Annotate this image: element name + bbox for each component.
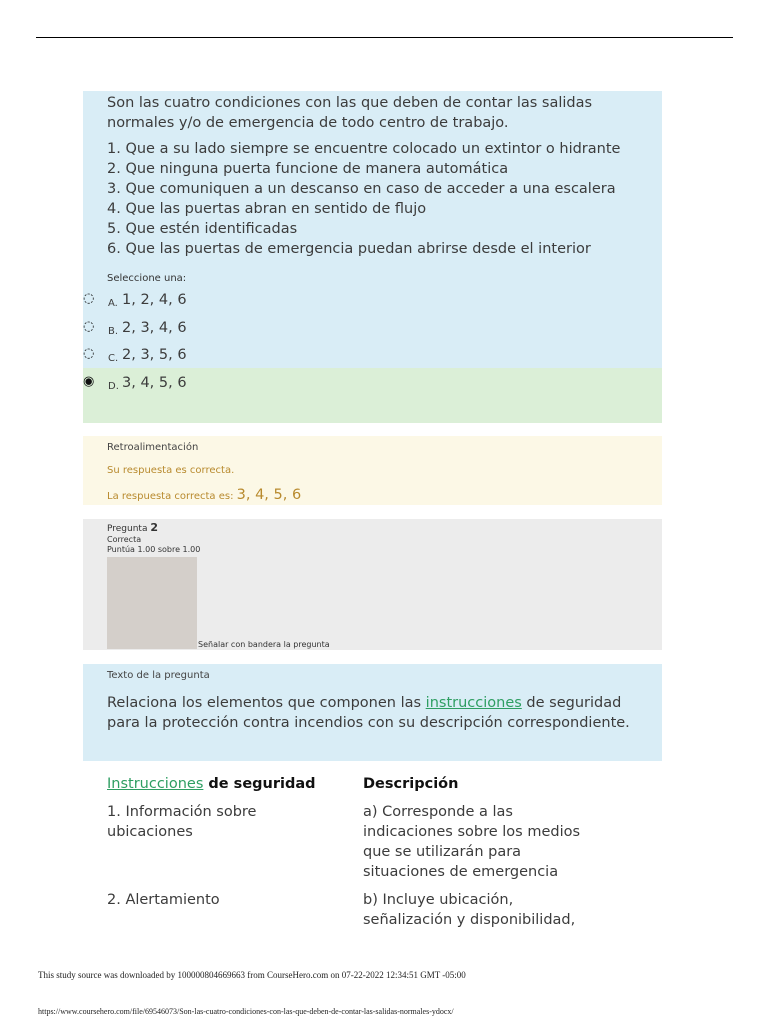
condition-3: 3. Que comuniquen a un descanso en caso de acceder a una escalera xyxy=(107,181,616,197)
option-value: 1, 2, 4, 6 xyxy=(122,292,187,308)
option-letter: A. xyxy=(108,298,118,309)
question-2-state xyxy=(107,535,200,555)
condition-5: 5. Que estén identificadas xyxy=(107,221,298,237)
condition-2: 2. Que ninguna puerta funcione de manera automática xyxy=(107,161,509,177)
source-url[interactable]: https://www.coursehero.com/file/69546073/Son-las-cuatro-condiciones-con-las-que-deben-de-contar-las-salidas-normales-ydocx/ xyxy=(38,1007,454,1016)
condition-1: 1. Que a su lado siempre se encuentre colocado un extintor o hidrante xyxy=(107,141,621,157)
option-c[interactable] xyxy=(83,347,643,373)
question-text-title: Texto de la pregunta xyxy=(107,670,210,681)
table-cell-desc: a) Corresponde a las indicaciones sobre los medios que se utilizarán para situaciones de emergencia xyxy=(363,804,581,880)
flag-image[interactable] xyxy=(107,557,197,649)
option-value: 3, 4, 5, 6 xyxy=(122,375,187,391)
header-instructions-rest: de seguridad xyxy=(203,776,316,792)
download-source-note: This study source was downloaded by 100000804669663 from CourseHero.com on 07-22-2022 12:34:51 GMT -05:00 xyxy=(38,970,466,980)
question-number: 2 xyxy=(150,521,159,534)
option-a[interactable] xyxy=(83,292,643,318)
question-2-number xyxy=(107,521,158,534)
table-header xyxy=(107,774,627,794)
condition-4: 4. Que las puertas abran en sentido de flujo xyxy=(107,201,427,217)
option-letter: C. xyxy=(108,353,119,364)
feedback-title: Retroalimentación xyxy=(107,442,199,453)
question-label: Pregunta xyxy=(107,524,148,534)
question-text-before: Relaciona los elementos que componen las xyxy=(107,695,426,711)
feedback-correct-answer xyxy=(107,487,301,503)
question-1-intro: Son las cuatro condiciones con las que deben de contar las salidas normales y/o de emergencia de todo centro de trabajo. xyxy=(107,95,593,131)
select-one-label: Seleccione una: xyxy=(107,273,187,284)
question-text-after: de seguridad para la protección contra incendios con su descripción correspondiente. xyxy=(107,695,630,731)
flag-question-link[interactable]: Señalar con bandera la pregunta xyxy=(198,640,330,649)
instrucciones-link[interactable]: instrucciones xyxy=(425,695,522,711)
feedback-correct-message: Su respuesta es correcta. xyxy=(107,465,235,476)
question-status: Correcta xyxy=(107,535,142,544)
option-letter: B. xyxy=(108,326,119,337)
radio-unchecked-icon[interactable]: ◌ xyxy=(83,346,95,361)
header-description: Descripción xyxy=(363,776,459,792)
table-row xyxy=(107,890,627,930)
table-row xyxy=(107,802,627,882)
header-instructions xyxy=(107,774,363,794)
top-rule xyxy=(36,37,733,38)
option-d[interactable] xyxy=(83,375,643,401)
question-score: Puntúa 1.00 sobre 1.00 xyxy=(107,545,201,554)
matching-table xyxy=(107,774,627,930)
option-value: 2, 3, 4, 6 xyxy=(122,320,187,336)
question-1-text xyxy=(107,93,657,259)
answer-value: 3, 4, 5, 6 xyxy=(236,487,302,503)
option-b[interactable] xyxy=(83,320,643,346)
option-value: 2, 3, 5, 6 xyxy=(122,347,187,363)
radio-unchecked-icon[interactable]: ◌ xyxy=(83,291,95,306)
question-2-text xyxy=(107,693,657,733)
table-cell-item: 2. Alertamiento xyxy=(107,892,220,908)
condition-6: 6. Que las puertas de emergencia puedan abrirse desde el interior xyxy=(107,241,591,257)
radio-unchecked-icon[interactable]: ◌ xyxy=(83,319,95,334)
header-instructions-link[interactable]: Instrucciones xyxy=(107,776,204,792)
answer-prefix: La respuesta correcta es: xyxy=(107,491,237,502)
option-letter: D. xyxy=(108,381,119,392)
table-cell-item: 1. Información sobre ubicaciones xyxy=(107,804,257,840)
radio-checked-icon[interactable]: ◉ xyxy=(83,374,95,389)
table-cell-desc: b) Incluye ubicación, señalización y disponibilidad, xyxy=(363,892,576,928)
